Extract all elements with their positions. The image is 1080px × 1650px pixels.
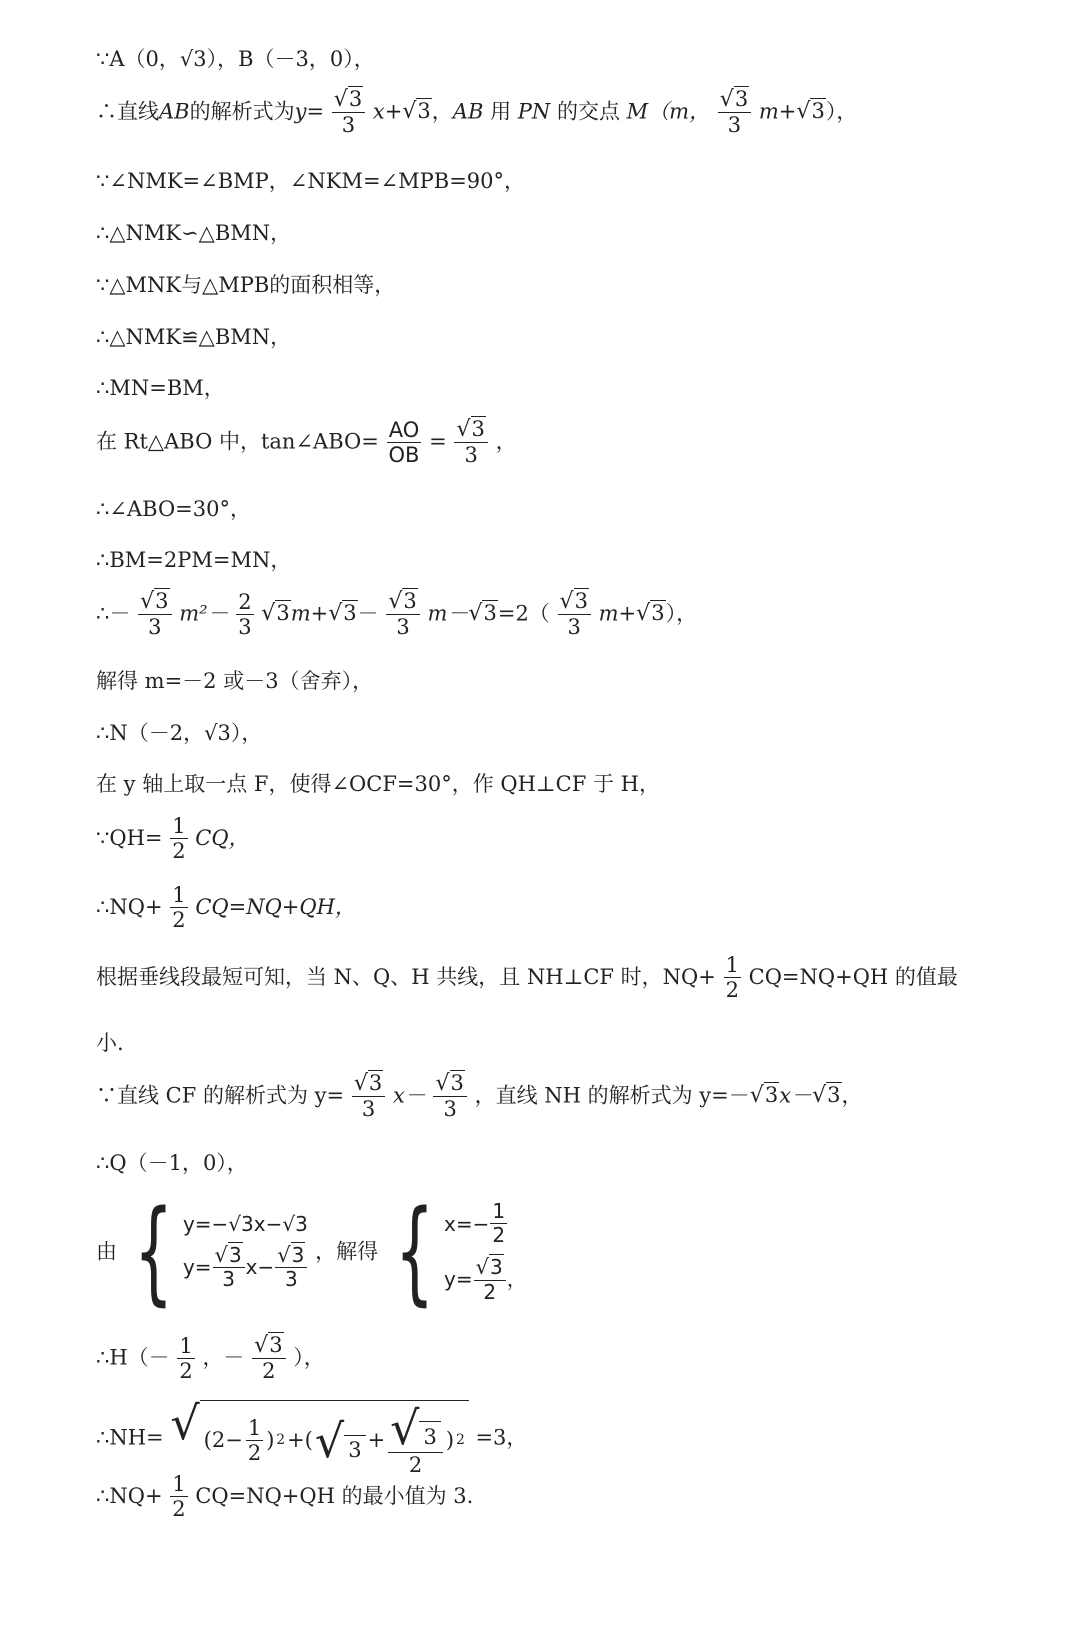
fraction: $\frac{1}{2}$ bbox=[179, 1333, 193, 1383]
text: 的交点 bbox=[556, 99, 620, 124]
text: 的解析式为 bbox=[189, 99, 295, 124]
brace-icon: { bbox=[394, 1187, 434, 1317]
text: ) bbox=[266, 1428, 275, 1453]
text: 在 Rt△ABO 中，tan∠ABO= bbox=[96, 429, 379, 454]
text: CQ=NQ+QH 的最小值为 3. bbox=[195, 1484, 474, 1509]
radical-icon: √ bbox=[170, 1396, 200, 1450]
text: x=− bbox=[444, 1211, 490, 1236]
text: ，解得 bbox=[315, 1239, 379, 1264]
fraction: $\frac{1}{2}$ bbox=[492, 1199, 506, 1248]
exponent: 2 bbox=[456, 1431, 465, 1448]
line-text: ∴N（－2，√3）， bbox=[96, 721, 263, 745]
sqrt: √3 bbox=[749, 1083, 779, 1109]
fraction: $\frac{√3}{3}$ bbox=[138, 590, 171, 638]
line-24 bbox=[96, 1473, 473, 1520]
line-text: ∴BM=2PM=MN， bbox=[96, 548, 292, 572]
solution-system bbox=[385, 1187, 527, 1317]
line-text: ∴MN=BM， bbox=[96, 376, 225, 400]
line-14 bbox=[96, 773, 660, 795]
text: x− bbox=[245, 1254, 275, 1279]
text: + bbox=[367, 1428, 386, 1453]
sqrt: √3 bbox=[796, 99, 825, 125]
text: y= bbox=[182, 1254, 212, 1279]
text: PN bbox=[517, 99, 551, 124]
text: ∴NQ+ bbox=[96, 895, 163, 920]
text: ∴直线 bbox=[96, 99, 159, 124]
text: ∴NH= bbox=[96, 1425, 164, 1450]
fraction: $\frac{√3}{3}$ bbox=[433, 1072, 466, 1120]
fraction: $\frac{√3}{3}$ bbox=[332, 88, 365, 136]
fraction: $\frac{√3}{2}$ bbox=[474, 1256, 506, 1302]
line-text: ∴∠ABO=30°， bbox=[96, 497, 251, 521]
line-12 bbox=[96, 670, 373, 692]
fraction: $\frac{√3}{3}$ bbox=[718, 88, 751, 136]
text: ， bbox=[506, 1267, 527, 1292]
text: ∴－ bbox=[96, 601, 131, 626]
text: m²－ bbox=[179, 601, 229, 626]
text: +( bbox=[287, 1428, 313, 1453]
text: ∵直线 CF 的解析式为 y= bbox=[96, 1083, 345, 1108]
text: =2（ bbox=[497, 601, 550, 626]
text: m+ bbox=[290, 601, 329, 626]
sqrt: √3 bbox=[402, 99, 431, 125]
fraction: $\frac{2}{3}$ bbox=[238, 589, 252, 639]
line-text: ∴Q（－1，0）， bbox=[96, 1151, 248, 1175]
line-text: ∵△MNK与△MPB的面积相等， bbox=[96, 273, 396, 297]
text: ，直线 NH 的解析式为 y=－ bbox=[474, 1083, 750, 1108]
text: y= bbox=[294, 99, 325, 124]
text: 用 bbox=[490, 99, 512, 124]
line-17 bbox=[96, 954, 958, 1001]
line-text: ∴△NMK≌△BMN， bbox=[96, 325, 292, 349]
text: M（m， bbox=[626, 99, 711, 124]
text: m+ bbox=[758, 99, 797, 124]
text: CQ=NQ+QH 的值最 bbox=[748, 965, 958, 990]
text: x－ bbox=[392, 1083, 426, 1108]
text: AB bbox=[159, 99, 190, 124]
fraction: $\frac{√3}{2}$ bbox=[252, 1334, 285, 1382]
line-text: 解得 m=－2 或－3（舍弃）， bbox=[96, 669, 374, 693]
sqrt: √3 bbox=[261, 601, 290, 627]
text: ，－ bbox=[202, 1345, 245, 1370]
fraction: $\frac{√3}{3}$ bbox=[275, 1244, 307, 1290]
text: ) bbox=[445, 1428, 455, 1453]
line-11 bbox=[96, 590, 697, 638]
line-4 bbox=[96, 222, 291, 244]
line-1 bbox=[96, 48, 375, 70]
line-19 bbox=[96, 1072, 863, 1120]
text: m+ bbox=[598, 601, 637, 626]
brace-icon: { bbox=[133, 1187, 173, 1317]
fraction: $\frac{√3}{3}$ bbox=[558, 590, 591, 638]
fraction: $\frac{1}{2}$ bbox=[172, 883, 186, 933]
equation-system bbox=[124, 1187, 309, 1317]
exponent: 2 bbox=[276, 1431, 286, 1448]
line-23 bbox=[96, 1396, 528, 1477]
line-16 bbox=[96, 884, 356, 931]
sqrt: √ 3 bbox=[315, 1418, 366, 1464]
fraction: $\frac{AO}{OB}$ bbox=[388, 417, 420, 467]
text: x－ bbox=[779, 1083, 813, 1108]
line-5 bbox=[96, 274, 395, 296]
line-text: ∵∠NMK=∠BMP，∠NKM=∠MPB=90°， bbox=[96, 169, 526, 193]
line-text: ∵A（0，√3），B（－3，0）， bbox=[96, 47, 375, 71]
line-9 bbox=[96, 498, 251, 520]
text: x+ bbox=[372, 99, 403, 124]
fraction: $\frac{√3}{3}$ bbox=[454, 418, 487, 466]
text: ∴NQ+ bbox=[96, 1484, 163, 1509]
fraction: $\frac{1}{2}$ bbox=[172, 1472, 186, 1522]
fraction: $\frac{1}{2}$ bbox=[172, 814, 186, 864]
text: = bbox=[429, 429, 447, 454]
text: y= bbox=[444, 1267, 473, 1292]
line-7 bbox=[96, 377, 225, 399]
line-3 bbox=[96, 170, 525, 192]
line-text: 小. bbox=[96, 1031, 124, 1055]
text: ）， bbox=[665, 601, 698, 626]
text: ∴H（－ bbox=[96, 1345, 170, 1370]
text: ）， bbox=[293, 1345, 325, 1370]
line-18 bbox=[96, 1032, 124, 1054]
line-text: 在 y 轴上取一点 F，使得∠OCF=30°，作 QH⊥CF 于 H， bbox=[96, 772, 660, 796]
text: =3， bbox=[475, 1425, 528, 1450]
text: － bbox=[357, 601, 379, 626]
big-sqrt bbox=[170, 1396, 468, 1477]
sqrt: √3 bbox=[468, 601, 497, 627]
fraction: $\frac{√3}{3}$ bbox=[213, 1244, 245, 1290]
text: ）， bbox=[825, 99, 858, 124]
line-6 bbox=[96, 326, 291, 348]
text: ， bbox=[841, 1083, 863, 1108]
text: ∵QH= bbox=[96, 826, 163, 851]
text: 根据垂线段最短可知，当 N、Q、H 共线，且 NH⊥CF 时，NQ+ bbox=[96, 965, 716, 990]
line-8 bbox=[96, 418, 517, 466]
sqrt: √3 bbox=[812, 1083, 841, 1109]
text: CQ， bbox=[195, 826, 250, 851]
line-15 bbox=[96, 815, 250, 862]
line-text: ∴△NMK∽△BMN， bbox=[96, 221, 292, 245]
fraction: $\frac{1}{2}$ bbox=[725, 953, 739, 1003]
text: (2− bbox=[203, 1428, 243, 1453]
sqrt: √3 bbox=[328, 601, 357, 627]
text: m－ bbox=[427, 601, 469, 626]
line-21 bbox=[96, 1187, 527, 1317]
sqrt: √3 bbox=[636, 601, 665, 627]
text: 由 bbox=[96, 1239, 117, 1264]
fraction: $\frac{1}{2}$ bbox=[247, 1415, 262, 1466]
text: y=−√3x−√3 bbox=[182, 1211, 308, 1236]
fraction: $\frac{√3}{3}$ bbox=[352, 1072, 385, 1120]
line-10 bbox=[96, 549, 291, 571]
line-13 bbox=[96, 722, 262, 744]
text: ， bbox=[495, 429, 517, 454]
fraction: $\frac{√ 3}{2}$ bbox=[388, 1405, 443, 1476]
text: ， bbox=[431, 99, 453, 124]
line-2 bbox=[96, 88, 857, 136]
fraction: $\frac{√3}{3}$ bbox=[386, 590, 419, 638]
line-22 bbox=[96, 1334, 325, 1382]
text: CQ=NQ+QH， bbox=[195, 895, 356, 920]
line-20 bbox=[96, 1152, 248, 1174]
text: AB bbox=[452, 99, 484, 124]
